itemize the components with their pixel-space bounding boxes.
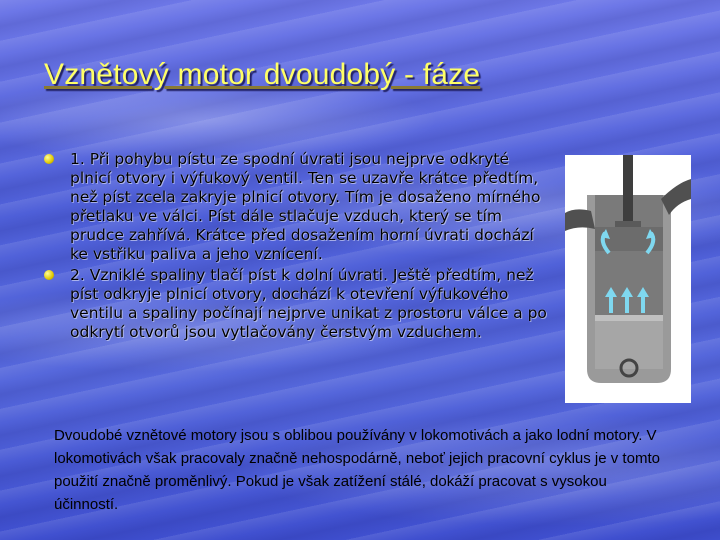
bullet-dot-icon: [44, 154, 54, 164]
slide-title: Vznětový motor dvoudobý - fáze: [44, 58, 481, 91]
bullet-text: 2. Vzniklé spaliny tlačí píst k dolní úvrati. Ještě předtím, než píst odkryje plnicí otvory, dochází k otevření výfukového ventilu a spaliny počínají nejprve unikat z prostoru válce a po odkrytí otvorů jsou vytlačovány čerstvým vzduchem.: [70, 266, 547, 341]
engine-diagram-icon: [565, 155, 691, 403]
bullet-dot-icon: [44, 270, 54, 280]
footnote-text: Dvoudobé vznětové motory jsou s oblibou používány v lokomotivách a jako lodní motory. V lokomotivách však pracovaly značně nehospodárně, neboť jejich pracovní cyklus je v tomto použití značně proměnlivý. Pokud je však zatížení stálé, dokáží pracovat s vysokou účinností.: [54, 427, 660, 513]
bullet-list: [44, 150, 549, 344]
bullet-item: [44, 266, 549, 342]
bullet-text: 1. Při pohybu pístu ze spodní úvrati jsou nejprve odkryté plnicí otvory i výfukový ventil. Ten se uzavře krátce předtím, než píst zcela zakryje plnicí otvory. Tím je dosaženo mírného přetlaku ve válci. Píst dále stlačuje vzduch, který se tím prudce zahřívá. Krátce před dosažením horní úvrati dochází ke vstřiku paliva a jeho vznícení.: [70, 150, 541, 263]
bullet-item: [44, 150, 549, 264]
